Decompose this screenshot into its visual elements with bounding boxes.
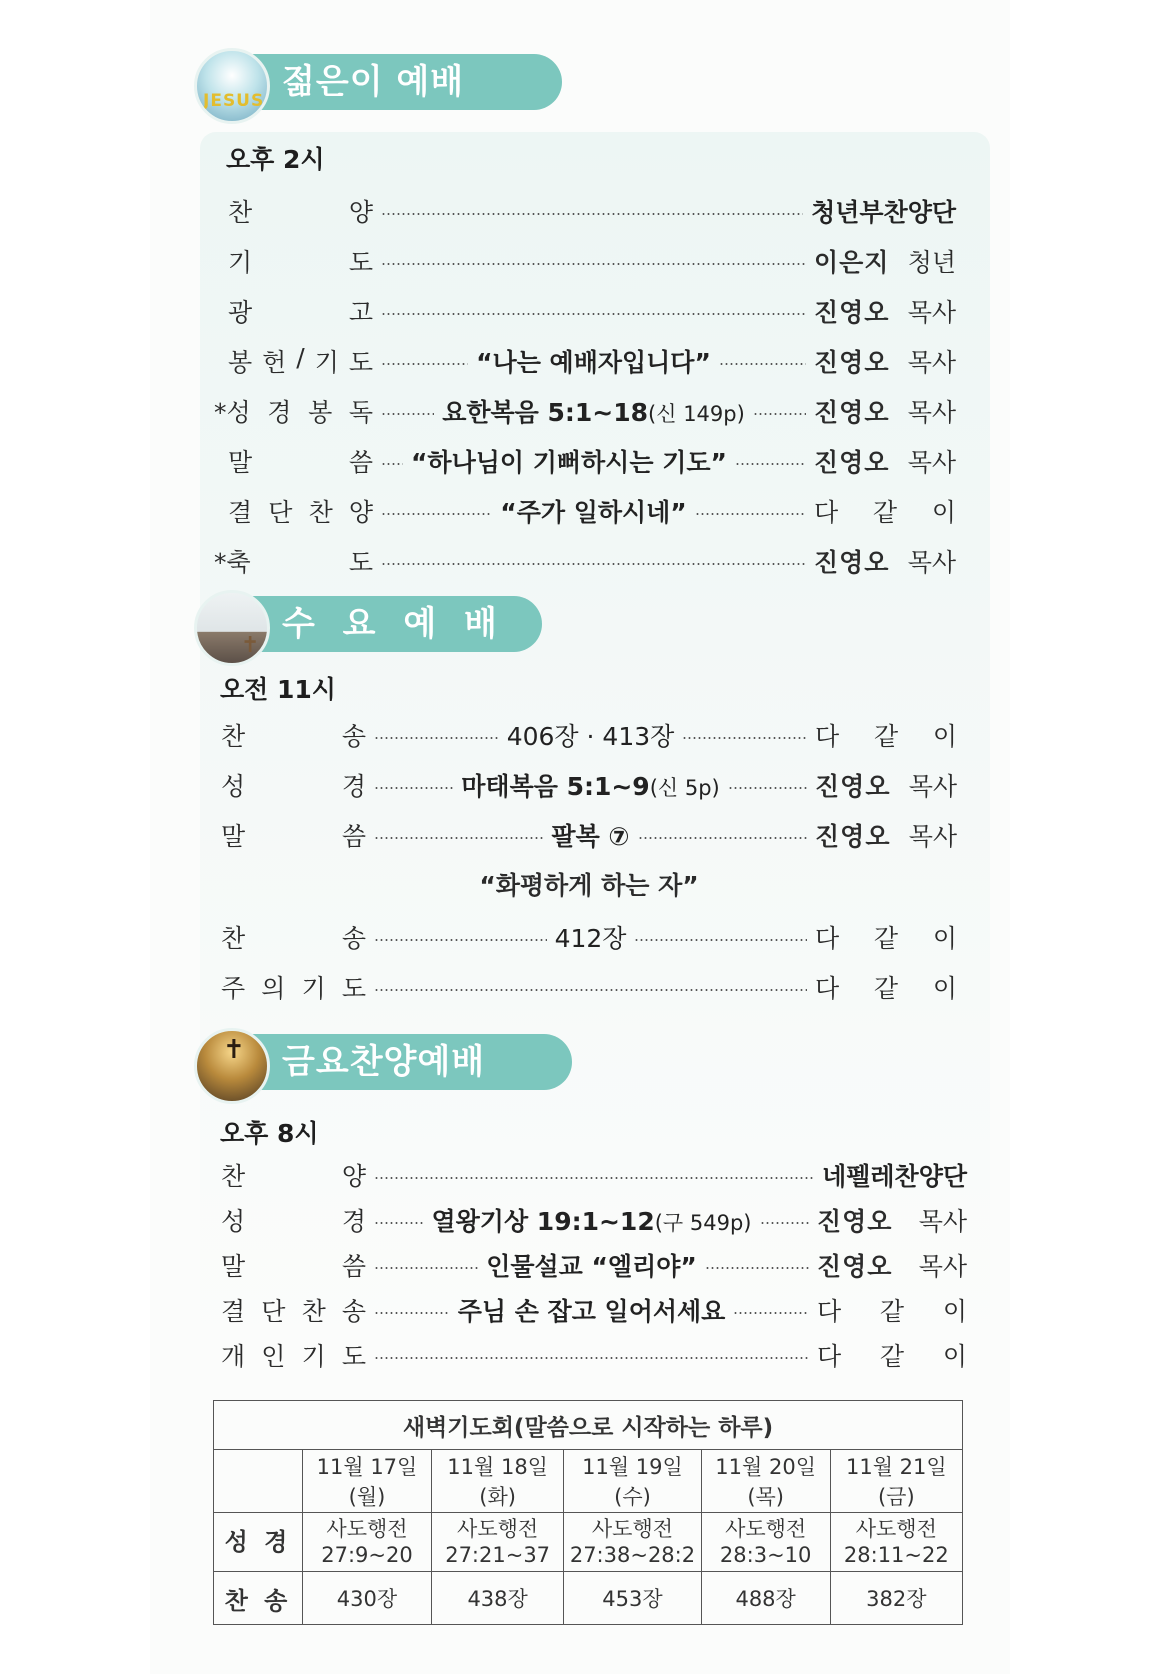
- leader-dots: [374, 837, 543, 839]
- dawn-prayer-table: [213, 1400, 963, 1625]
- praying-hands-emblem-icon: ✝: [194, 1028, 270, 1104]
- leader-dots: [381, 263, 806, 265]
- date-cell: 11월 18일(화): [431, 1450, 563, 1513]
- leader-dots: [719, 363, 806, 365]
- leader-dots: [760, 1222, 810, 1224]
- decision-song: 주님 손 잡고 일어서세요: [457, 1297, 726, 1326]
- leader-dots: [682, 737, 807, 739]
- hymn-cell: 430장: [303, 1572, 432, 1625]
- young-service-title: 젊은이 예배: [242, 54, 562, 110]
- young-praise-performer: 청년부찬양단: [811, 198, 956, 227]
- leader-dots: [374, 1267, 478, 1269]
- fri-row-scripture: 성 경 열왕기상 19:1~12(구 549p) 진영오 목사: [221, 1200, 967, 1240]
- jesus-emblem-icon: [194, 48, 270, 124]
- leader-dots: [753, 413, 806, 415]
- leader-dots: [381, 463, 403, 465]
- date-cell: 11월 17일(월): [303, 1450, 432, 1513]
- friday-service-time: 오후 8시: [220, 1119, 319, 1148]
- leader-dots: [374, 1357, 809, 1359]
- wed-row-hymn2: 찬 송 412장 다 같 이: [221, 917, 957, 957]
- young-row-sermon: 말 씀 “하나님이 기뻐하시는 기도” 진영오 목사: [228, 441, 956, 481]
- leader-dots: [374, 1177, 814, 1179]
- fri-praise-performer: 네펠레찬양단: [822, 1162, 967, 1191]
- hymn-cell: 382장: [830, 1572, 962, 1625]
- leader-dots: [638, 837, 807, 839]
- date-cell: 11월 20일(목): [701, 1450, 830, 1513]
- leader-dots: [374, 737, 499, 739]
- bible-cell: 사도행전 28:3~10: [701, 1513, 830, 1572]
- leader-dots: [381, 563, 806, 565]
- wed-row-hymn1: 찬 송 406장 · 413장 다 같 이: [221, 715, 957, 755]
- emblem-text: JESUS: [203, 91, 265, 111]
- offering-song: “나는 예배자입니다”: [476, 348, 711, 377]
- young-row-praise: 찬 양 청년부찬양단: [228, 191, 956, 231]
- scripture-passage: 열왕기상 19:1~12(구 549p): [431, 1207, 752, 1236]
- bible-cell: 사도행전 27:9~20: [303, 1513, 432, 1572]
- leader-dots: [705, 1267, 809, 1269]
- fri-row-personal-prayer: 개 인 기 도 다 같 이: [221, 1342, 967, 1371]
- scripture-passage: 요한복음 5:1~18(신 149p): [442, 398, 745, 427]
- leader-dots: [634, 939, 807, 941]
- sermon-series: 팔복 ⑦: [551, 822, 630, 851]
- fri-row-decision: 결 단 찬 송 주님 손 잡고 일어서세요 다 같 이: [221, 1290, 967, 1330]
- leader-dots: [735, 463, 806, 465]
- date-cell: 11월 19일(수): [564, 1450, 701, 1513]
- wednesday-service-time: 오전 11시: [220, 675, 336, 704]
- hymn-number: 412장: [554, 924, 627, 953]
- young-row-offering: 봉 헌 / 기 도 “나는 예배자입니다” 진영오 목사: [228, 343, 957, 377]
- bible-cell: 사도행전 28:11~22: [830, 1513, 962, 1572]
- leader-dots: [695, 513, 806, 515]
- table-row: [214, 1513, 963, 1572]
- sermon-title: “하나님이 기뻐하시는 기도”: [411, 448, 727, 477]
- leader-dots: [374, 787, 453, 789]
- leader-dots: [374, 1222, 424, 1224]
- wed-row-scripture: 성 경 마태복음 5:1~9(신 5p) 진영오 목사: [221, 765, 957, 805]
- leader-dots: [728, 787, 807, 789]
- sermon-subtitle: “화평하게 하는 자”: [479, 871, 699, 900]
- fri-row-praise: 찬 양 네펠레찬양단: [221, 1155, 967, 1195]
- hymn-cell: 488장: [701, 1572, 830, 1625]
- leader-dots: [381, 213, 803, 215]
- wed-row-lords-prayer: 주 의 기 도 다 같 이: [221, 974, 957, 1003]
- leader-dots: [381, 363, 468, 365]
- date-cell: 11월 21일(금): [830, 1450, 962, 1513]
- leader-dots: [374, 1312, 450, 1314]
- leader-dots: [733, 1312, 809, 1314]
- leader-dots: [381, 513, 492, 515]
- bible-cell: 사도행전 27:38~28:2: [564, 1513, 701, 1572]
- bible-cell: 사도행전 27:21~37: [431, 1513, 563, 1572]
- hymn-cell: 453장: [564, 1572, 701, 1625]
- table-row: [214, 1572, 963, 1625]
- hymn-cell: 438장: [431, 1572, 563, 1625]
- wednesday-service-title: 수 요 예 배: [242, 596, 542, 652]
- scripture-passage: 마태복음 5:1~9(신 5p): [461, 772, 720, 801]
- leader-dots: [374, 989, 807, 991]
- wed-row-sermon: 말 씀 팔복 ⑦ 진영오 목사: [221, 815, 957, 855]
- young-row-scripture: *성 경 봉 독 요한복음 5:1~18(신 149p) 진영오 목사: [228, 391, 956, 431]
- hymn-numbers: 406장 · 413장: [506, 722, 675, 751]
- hymn-row-label: 찬 송: [214, 1572, 303, 1625]
- person-title: 청년: [907, 248, 956, 277]
- friday-service-title: 금요찬양예배: [242, 1034, 572, 1090]
- leader-dots: [381, 413, 434, 415]
- young-row-decision: 결 단 찬 양 “주가 일하시네” 다 같 이: [228, 491, 956, 531]
- table-row: [214, 1450, 963, 1513]
- young-service-time: 오후 2시: [226, 145, 325, 174]
- decision-song: “주가 일하시네”: [500, 498, 687, 527]
- person-name: 이은지: [814, 248, 890, 277]
- leader-dots: [374, 939, 547, 941]
- young-row-announce: 광 고 진영오 목사: [228, 298, 956, 327]
- dawn-prayer-caption: 새벽기도회(말씀으로 시작하는 하루): [214, 1401, 963, 1450]
- fri-row-sermon: 말 씀 인물설교 “엘리야” 진영오 목사: [221, 1245, 967, 1285]
- young-row-prayer: 기 도 이은지 청년: [228, 241, 956, 281]
- bible-row-label: 성 경: [214, 1513, 303, 1572]
- leader-dots: [381, 313, 806, 315]
- sermon-title: 인물설교 “엘리야”: [486, 1252, 697, 1281]
- young-row-benediction: *축 도 진영오 목사: [214, 548, 956, 577]
- cross-emblem-icon: ✝: [194, 590, 270, 666]
